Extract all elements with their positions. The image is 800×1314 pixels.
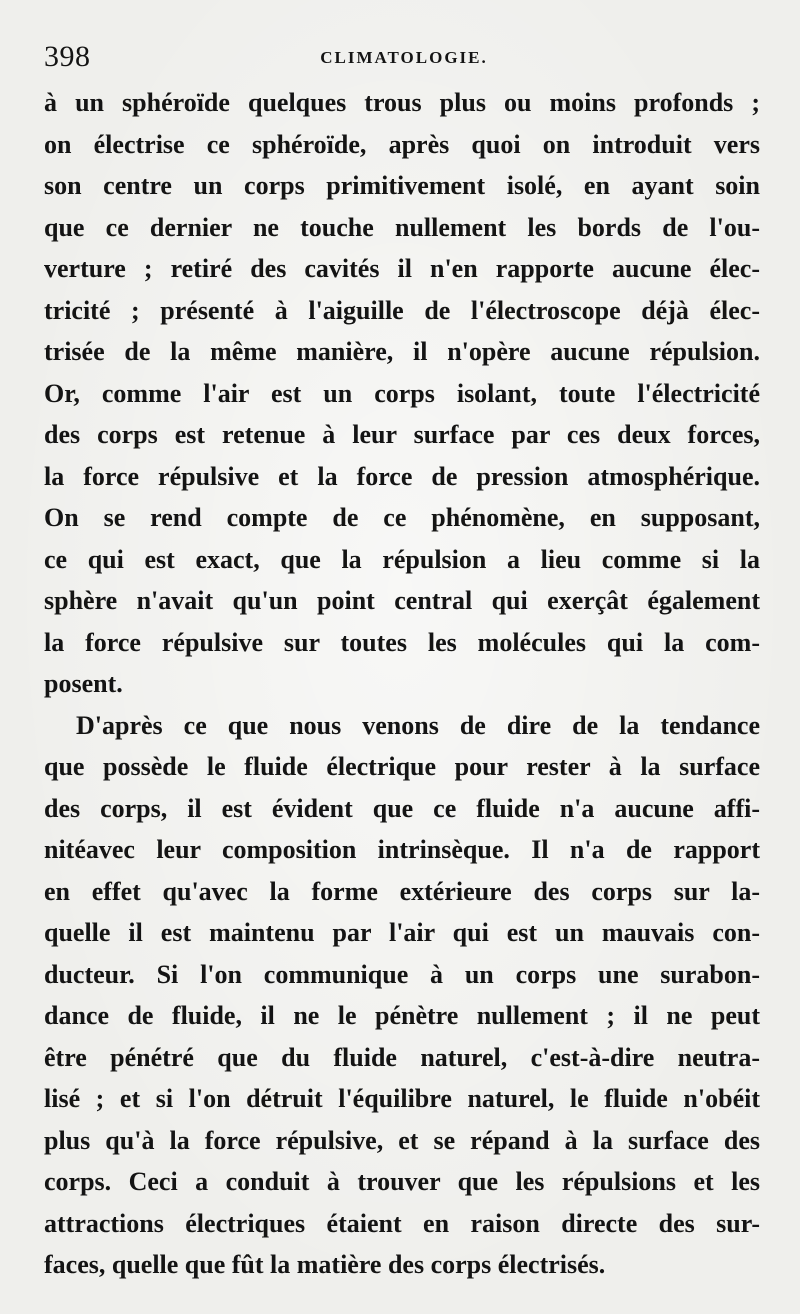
text-line: ducteur. Si l'on communique à un corps une surabon- [44,959,760,989]
text-line: être pénétré que du fluide naturel, c'est-à-dire neutra- [44,1042,760,1072]
text-line: tricité ; présenté à l'aiguille de l'électroscope déjà élec- [44,295,760,325]
text-line: la force répulsive et la force de pression atmosphérique. [44,461,760,491]
text-line: que possède le fluide électrique pour rester à la surface [44,752,760,781]
page-number: 398 [44,40,91,73]
body-text [44,82,760,1286]
text-line: verture ; retiré des cavités il n'en rapporte aucune élec- [44,254,760,283]
running-title: CLIMATOLOGIE. [320,48,488,67]
text-line: à un sphéroïde quelques trous plus ou moins profonds ; [44,88,760,117]
text-line: D'après ce que nous venons de dire de la tendance [76,710,760,740]
text-line: faces, quelle que fût la matière des corps électrisés. [44,1250,606,1279]
text-line: des corps est retenue à leur surface par ces deux forces, [44,420,760,449]
text-line: dance de fluide, il ne le pénètre nullement ; il ne peut [44,1001,760,1030]
text-line: On se rend compte de ce phénomène, en supposant, [44,503,760,532]
text-line: Or, comme l'air est un corps isolant, toute l'électricité [44,378,760,408]
text-line: on électrise ce sphéroïde, après quoi on introduit vers [44,129,760,159]
text-line: attractions électriques étaient en raison directe des sur- [44,1208,760,1238]
text-line: la force répulsive sur toutes les molécules qui la com- [44,627,760,657]
text-line: son centre un corps primitivement isolé, en ayant soin [44,171,760,200]
text-line: trisée de la même manière, il n'opère aucune répulsion. [44,337,760,366]
text-line: lisé ; et si l'on détruit l'équilibre naturel, le fluide n'obéit [44,1084,760,1113]
text-line: quelle il est maintenu par l'air qui est un mauvais con- [44,918,760,947]
text-line: posent. [44,669,123,698]
page-header [44,40,764,80]
text-line: nitéavec leur composition intrinsèque. Il n'a de rapport [44,835,760,864]
text-line: que ce dernier ne touche nullement les bords de l'ou- [44,212,760,242]
text-line: en effet qu'avec la forme extérieure des corps sur la- [44,876,760,906]
text-line: plus qu'à la force répulsive, et se répand à la surface des [44,1125,760,1155]
text-line: sphère n'avait qu'un point central qui exerçât également [44,586,760,615]
text-line: des corps, il est évident que ce fluide n'a aucune affi- [44,793,760,823]
text-line: corps. Ceci a conduit à trouver que les répulsions et les [44,1167,760,1196]
text-line: ce qui est exact, que la répulsion a lieu comme si la [44,544,760,574]
